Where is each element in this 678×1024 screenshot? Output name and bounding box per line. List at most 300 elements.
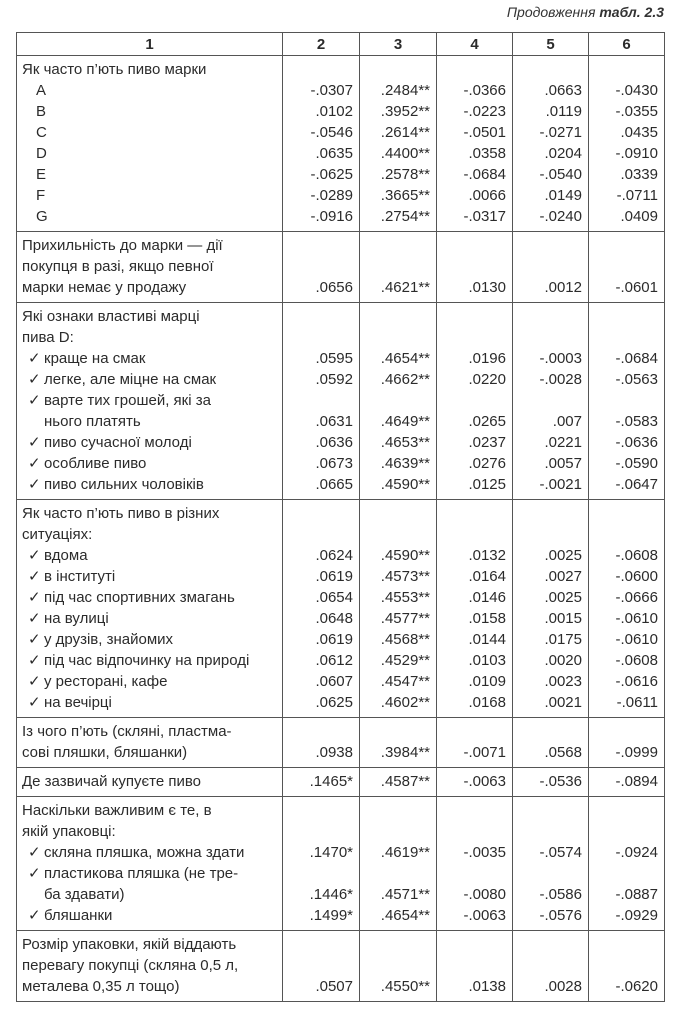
spacer-line — [591, 955, 658, 976]
spacer-line — [362, 59, 430, 80]
value: .0656 — [315, 279, 353, 296]
item-label: F — [36, 187, 46, 204]
group-title-line: ситуаціях: — [22, 526, 93, 543]
value: -.0586 — [539, 886, 582, 903]
spacer-line — [439, 863, 506, 884]
value: .0592 — [315, 371, 353, 388]
checkmark-icon: ✓ — [28, 694, 41, 711]
item-line — [22, 842, 278, 863]
value-cell-col3 — [360, 56, 437, 232]
checkmark-icon: ✓ — [28, 652, 41, 669]
spacer-line — [439, 503, 506, 524]
value-cell-col3 — [360, 931, 437, 1002]
group-title-line: металева 0,35 л тощо) — [22, 978, 180, 995]
spacer-line — [362, 503, 430, 524]
value: -.0063 — [463, 773, 506, 790]
spacer-line — [362, 327, 430, 348]
spacer-line — [362, 235, 430, 256]
value: -.0576 — [539, 907, 582, 924]
value-cell-col3 — [360, 797, 437, 931]
value: .0168 — [468, 694, 506, 711]
spacer-line — [591, 390, 658, 411]
value-cell-col3 — [360, 500, 437, 718]
value-cell-col2 — [283, 500, 360, 718]
value-cell-col3 — [360, 718, 437, 768]
item-line — [22, 390, 278, 411]
item-line — [22, 122, 278, 143]
item-line — [22, 369, 278, 390]
item-line — [22, 884, 278, 905]
value: -.0666 — [615, 589, 658, 606]
value: .4662** — [380, 371, 430, 388]
spacer-line — [515, 821, 582, 842]
checkmark-icon: ✓ — [28, 371, 41, 388]
value: .0631 — [315, 413, 353, 430]
spacer-line — [591, 524, 658, 545]
spacer-line — [362, 721, 430, 742]
value: -.0894 — [615, 773, 658, 790]
header-cell: 2 — [283, 33, 360, 56]
value: .0146 — [468, 589, 506, 606]
value-cell-col5 — [513, 768, 589, 797]
item-line — [22, 101, 278, 122]
group-title-line: якій упаковці: — [22, 823, 116, 840]
value: -.0684 — [463, 166, 506, 183]
value: -.0289 — [310, 187, 353, 204]
checkmark-icon: ✓ — [28, 865, 41, 882]
value: .4621** — [380, 279, 430, 296]
value: -.0540 — [539, 166, 582, 183]
spacer-line — [439, 524, 506, 545]
value-cell-col5 — [513, 303, 589, 500]
item-label: бляшанки — [44, 907, 113, 924]
value: .0220 — [468, 371, 506, 388]
item-line — [22, 587, 278, 608]
value: .4553** — [380, 589, 430, 606]
value: -.0608 — [615, 652, 658, 669]
item-line — [22, 692, 278, 713]
row-label-cell — [17, 232, 283, 303]
spacer-line — [439, 235, 506, 256]
value: -.0021 — [539, 476, 582, 493]
value: -.0916 — [310, 208, 353, 225]
caption-prefix: Продовження — [506, 4, 596, 20]
table-group-row — [17, 797, 665, 931]
item-line — [22, 608, 278, 629]
value: .0607 — [315, 673, 353, 690]
row-label-cell — [17, 797, 283, 931]
checkmark-icon: ✓ — [28, 455, 41, 472]
item-label: пиво сучасної молоді — [44, 434, 192, 451]
group-title-line: пива D: — [22, 329, 74, 346]
table-group-row — [17, 303, 665, 500]
spacer-line — [285, 390, 353, 411]
spacer-line — [285, 934, 353, 955]
checkmark-icon: ✓ — [28, 476, 41, 493]
spacer-line — [591, 800, 658, 821]
checkmark-icon: ✓ — [28, 673, 41, 690]
correlation-table — [16, 32, 665, 1002]
value-cell-col4 — [437, 232, 513, 303]
item-label: C — [36, 124, 47, 141]
spacer-line — [515, 503, 582, 524]
spacer-line — [285, 503, 353, 524]
spacer-line — [362, 306, 430, 327]
value: .0102 — [315, 103, 353, 120]
group-title-line: Як часто п’ють пиво в різних — [22, 505, 220, 522]
checkmark-icon: ✓ — [28, 350, 41, 367]
item-label: у друзів, знайомих — [44, 631, 174, 648]
value-cell-col5 — [513, 931, 589, 1002]
value: .0125 — [468, 476, 506, 493]
value: .0103 — [468, 652, 506, 669]
spacer-line — [515, 955, 582, 976]
spacer-line — [439, 256, 506, 277]
value: .0138 — [468, 978, 506, 995]
value: .2614** — [380, 124, 430, 141]
value: -.0501 — [463, 124, 506, 141]
value: -.0583 — [615, 413, 658, 430]
spacer-line — [515, 327, 582, 348]
value: .4529** — [380, 652, 430, 669]
item-label: B — [36, 103, 47, 120]
spacer-line — [439, 59, 506, 80]
value: .4649** — [380, 413, 430, 430]
item-label: на вечірці — [44, 694, 112, 711]
spacer-line — [285, 256, 353, 277]
value: .0619 — [315, 631, 353, 648]
value-cell-col5 — [513, 56, 589, 232]
spacer-line — [285, 821, 353, 842]
row-label-cell — [17, 768, 283, 797]
table-group-row — [17, 718, 665, 768]
item-line — [22, 629, 278, 650]
spacer-line — [515, 863, 582, 884]
value: -.0063 — [463, 907, 506, 924]
item-line — [22, 411, 278, 432]
value: .0221 — [544, 434, 582, 451]
checkmark-icon: ✓ — [28, 589, 41, 606]
table-caption — [507, 4, 664, 20]
spacer-line — [362, 390, 430, 411]
table-group-row — [17, 768, 665, 797]
row-label-cell — [17, 56, 283, 232]
spacer-line — [362, 955, 430, 976]
value-cell-col4 — [437, 56, 513, 232]
value-cell-col3 — [360, 232, 437, 303]
spacer-line — [285, 800, 353, 821]
group-title-line: перевагу покупці (скляна 0,5 л, — [22, 957, 239, 974]
spacer-line — [515, 390, 582, 411]
spacer-line — [515, 306, 582, 327]
value: -.0080 — [463, 886, 506, 903]
value-cell-col2 — [283, 56, 360, 232]
value: .0144 — [468, 631, 506, 648]
spacer-line — [362, 934, 430, 955]
value: -.0536 — [539, 773, 582, 790]
value-cell-col3 — [360, 303, 437, 500]
value: -.0563 — [615, 371, 658, 388]
item-label: у ресторані, кафе — [44, 673, 168, 690]
spacer-line — [591, 256, 658, 277]
value: .4587** — [380, 773, 430, 790]
value-cell-col6 — [589, 56, 665, 232]
value-cell-col6 — [589, 768, 665, 797]
item-line — [22, 863, 278, 884]
value: -.0600 — [615, 568, 658, 585]
group-title-line: покупця в разі, якщо певної — [22, 258, 214, 275]
value: .0021 — [544, 694, 582, 711]
item-label: легке, але міцне на смак — [44, 371, 217, 388]
value: .0624 — [315, 547, 353, 564]
row-label-cell — [17, 931, 283, 1002]
checkmark-icon: ✓ — [28, 907, 41, 924]
spacer-line — [285, 863, 353, 884]
value-cell-col2 — [283, 797, 360, 931]
value-cell-col6 — [589, 718, 665, 768]
value: .0066 — [468, 187, 506, 204]
value: .0109 — [468, 673, 506, 690]
value-cell-col5 — [513, 718, 589, 768]
value: .0938 — [315, 744, 353, 761]
spacer-line — [285, 327, 353, 348]
value: -.0647 — [615, 476, 658, 493]
item-label: пластикова пляшка (не тре- — [44, 865, 239, 882]
spacer-line — [439, 306, 506, 327]
value: .4654** — [380, 350, 430, 367]
value: .0663 — [544, 82, 582, 99]
value: .0612 — [315, 652, 353, 669]
group-title-line: Наскільки важливим є те, в — [22, 802, 212, 819]
value: -.0601 — [615, 279, 658, 296]
value: .0027 — [544, 568, 582, 585]
value-cell-col2 — [283, 931, 360, 1002]
spacer-line — [362, 863, 430, 884]
header-row — [17, 33, 665, 56]
value-cell-col2 — [283, 768, 360, 797]
value: .4550** — [380, 978, 430, 995]
item-label: ба здавати) — [44, 886, 125, 903]
value: .0175 — [544, 631, 582, 648]
value: -.0611 — [616, 694, 658, 711]
value: .4654** — [380, 907, 430, 924]
spacer-line — [362, 821, 430, 842]
item-line — [22, 671, 278, 692]
value-cell-col6 — [589, 797, 665, 931]
value: .4619** — [380, 844, 430, 861]
value: .0636 — [315, 434, 353, 451]
value: -.0223 — [463, 103, 506, 120]
spacer-line — [591, 821, 658, 842]
value: .0625 — [315, 694, 353, 711]
item-line — [22, 432, 278, 453]
value-cell-col4 — [437, 718, 513, 768]
value: .0023 — [544, 673, 582, 690]
value: -.0887 — [615, 886, 658, 903]
value: .0648 — [315, 610, 353, 627]
value: .0237 — [468, 434, 506, 451]
value: .4590** — [380, 547, 430, 564]
checkmark-icon: ✓ — [28, 844, 41, 861]
value: .1465* — [309, 773, 353, 790]
value: .0015 — [544, 610, 582, 627]
value: .0020 — [544, 652, 582, 669]
spacer-line — [591, 934, 658, 955]
row-label-cell — [17, 303, 283, 500]
value-cell-col4 — [437, 768, 513, 797]
value: .0339 — [620, 166, 658, 183]
spacer-line — [285, 524, 353, 545]
item-line — [22, 164, 278, 185]
value: .007 — [552, 413, 582, 430]
value: -.0924 — [615, 844, 658, 861]
item-label: на вулиці — [44, 610, 109, 627]
spacer-line — [439, 721, 506, 742]
value: .0149 — [544, 187, 582, 204]
value: -.0616 — [615, 673, 658, 690]
value: .0635 — [315, 145, 353, 162]
spacer-line — [362, 524, 430, 545]
item-label: E — [36, 166, 47, 183]
value: -.0240 — [539, 208, 582, 225]
value: .0595 — [315, 350, 353, 367]
value: .0204 — [544, 145, 582, 162]
value: .4573** — [380, 568, 430, 585]
value: .0196 — [468, 350, 506, 367]
value-cell-col6 — [589, 500, 665, 718]
item-line — [22, 566, 278, 587]
value: -.0910 — [615, 145, 658, 162]
item-label: G — [36, 208, 48, 225]
value: -.0684 — [615, 350, 658, 367]
group-title-line: Де зазвичай купуєте пиво — [22, 773, 202, 790]
spacer-line — [515, 59, 582, 80]
value: .4568** — [380, 631, 430, 648]
value-cell-col6 — [589, 303, 665, 500]
value-cell-col5 — [513, 232, 589, 303]
value: -.0610 — [615, 631, 658, 648]
value: -.0610 — [615, 610, 658, 627]
item-line — [22, 348, 278, 369]
spacer-line — [439, 390, 506, 411]
value: .2754** — [380, 208, 430, 225]
group-title-line: Із чого п’ють (скляні, пластма- — [22, 723, 232, 740]
caption-table-ref: табл. 2.3 — [599, 4, 664, 20]
group-title-line: Як часто п’ють пиво марки — [22, 61, 207, 78]
value: .0654 — [315, 589, 353, 606]
value: -.0625 — [310, 166, 353, 183]
value: .0507 — [315, 978, 353, 995]
spacer-line — [285, 306, 353, 327]
value: .3984** — [380, 744, 430, 761]
item-line — [22, 453, 278, 474]
row-label-cell — [17, 500, 283, 718]
value: .0665 — [315, 476, 353, 493]
value-cell-col2 — [283, 303, 360, 500]
value: -.0028 — [539, 371, 582, 388]
item-label: пиво сильних чоловіків — [44, 476, 204, 493]
value: .4653** — [380, 434, 430, 451]
spacer-line — [515, 934, 582, 955]
checkmark-icon: ✓ — [28, 392, 41, 409]
value: .0158 — [468, 610, 506, 627]
value: -.0590 — [615, 455, 658, 472]
table-group-row — [17, 931, 665, 1002]
value: .2484** — [380, 82, 430, 99]
value: .0619 — [315, 568, 353, 585]
value: .1446* — [309, 886, 353, 903]
spacer-line — [591, 863, 658, 884]
spacer-line — [591, 235, 658, 256]
value: .4602** — [380, 694, 430, 711]
value: -.0608 — [615, 547, 658, 564]
value-cell-col5 — [513, 797, 589, 931]
spacer-line — [591, 721, 658, 742]
group-title-line: Розмір упаковки, якій віддають — [22, 936, 237, 953]
header-cell: 6 — [589, 33, 665, 56]
value: .1499* — [309, 907, 353, 924]
value: -.0574 — [539, 844, 582, 861]
value: .0409 — [620, 208, 658, 225]
item-line — [22, 80, 278, 101]
group-title-line: сові пляшки, бляшанки) — [22, 744, 188, 761]
value: .4590** — [380, 476, 430, 493]
spacer-line — [285, 59, 353, 80]
value: -.0711 — [616, 187, 658, 204]
spacer-line — [362, 800, 430, 821]
item-line — [22, 143, 278, 164]
value: -.0430 — [615, 82, 658, 99]
table-group-row — [17, 232, 665, 303]
spacer-line — [591, 327, 658, 348]
value: -.0071 — [463, 744, 506, 761]
value: .0435 — [620, 124, 658, 141]
spacer-line — [515, 235, 582, 256]
value: .0164 — [468, 568, 506, 585]
value: .2578** — [380, 166, 430, 183]
item-label: D — [36, 145, 47, 162]
item-label: під час спортивних змагань — [44, 589, 235, 606]
value: .4400** — [380, 145, 430, 162]
item-line — [22, 474, 278, 495]
spacer-line — [285, 235, 353, 256]
value-cell-col4 — [437, 797, 513, 931]
header-cell: 5 — [513, 33, 589, 56]
item-label: вдома — [44, 547, 88, 564]
checkmark-icon: ✓ — [28, 434, 41, 451]
checkmark-icon: ✓ — [28, 631, 41, 648]
header-cell: 1 — [17, 33, 283, 56]
header-cell: 4 — [437, 33, 513, 56]
value: -.0003 — [539, 350, 582, 367]
value: .1470* — [309, 844, 353, 861]
spacer-line — [591, 503, 658, 524]
group-title-line: марки немає у продажу — [22, 279, 187, 296]
value-cell-col4 — [437, 500, 513, 718]
value: .0057 — [544, 455, 582, 472]
item-label: скляна пляшка, можна здати — [44, 844, 245, 861]
item-line — [22, 650, 278, 671]
value: .0012 — [544, 279, 582, 296]
value-cell-col2 — [283, 232, 360, 303]
item-label: краще на смак — [44, 350, 146, 367]
value: .0130 — [468, 279, 506, 296]
checkmark-icon: ✓ — [28, 610, 41, 627]
item-line — [22, 545, 278, 566]
group-title-line: Прихильність до марки — дії — [22, 237, 223, 254]
spacer-line — [285, 721, 353, 742]
value: -.0546 — [310, 124, 353, 141]
